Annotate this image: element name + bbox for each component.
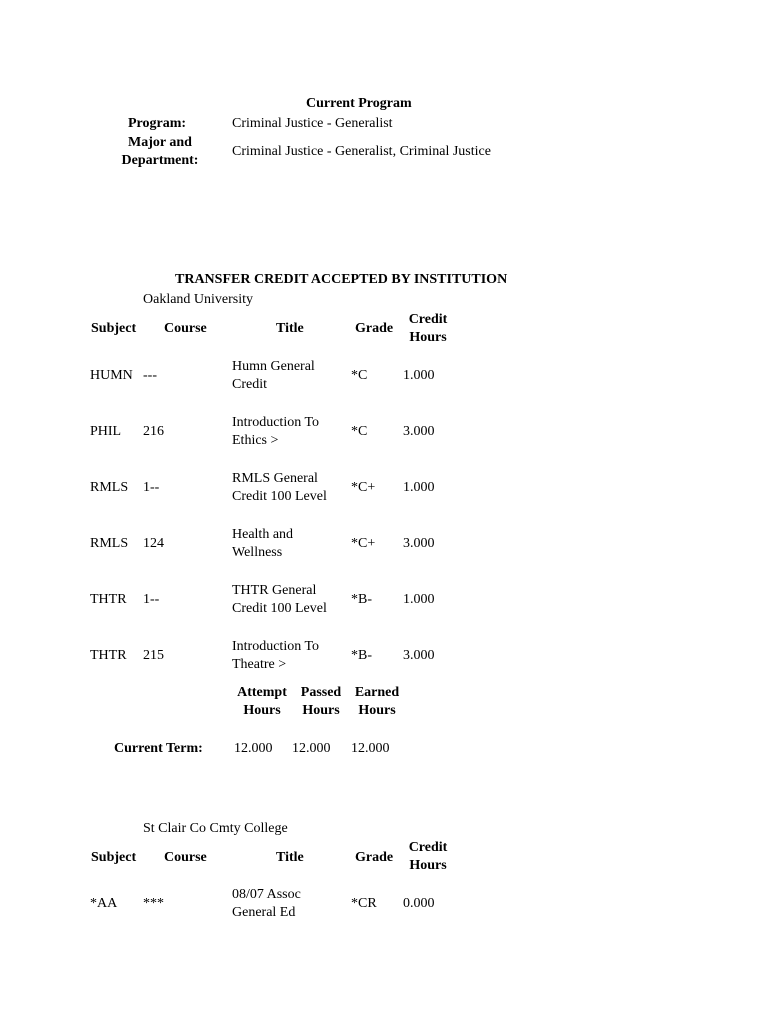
cell-course: 1-- <box>143 480 160 495</box>
cell-title-line2: Credit 100 Level <box>232 489 327 504</box>
cell-title-line1: Introduction To <box>232 415 320 430</box>
cell-grade: *CR <box>351 896 377 911</box>
cell-subject: PHIL <box>90 424 122 439</box>
major-value: Criminal Justice - Generalist, Criminal Justice <box>232 144 491 159</box>
header-credit-line2: Hours <box>409 858 447 873</box>
cell-title-line1: 08/07 Assoc <box>232 887 301 902</box>
cell-subject: THTR <box>90 648 127 663</box>
cell-subject: HUMN <box>90 368 133 383</box>
header-credit-line1: Credit <box>408 840 448 855</box>
cell-title <box>232 358 315 394</box>
cell-title-line2: Credit 100 Level <box>232 601 327 616</box>
cell-subject: RMLS <box>90 480 129 495</box>
cell-course: --- <box>143 368 157 383</box>
cell-course: *** <box>143 896 164 911</box>
header-title: Title <box>276 321 304 336</box>
cell-grade: *C <box>351 424 368 439</box>
cell-title-line2: General Ed <box>232 905 296 920</box>
cell-title <box>232 886 301 922</box>
cell-grade: *C <box>351 368 368 383</box>
attempt-hours-value: 12.000 <box>234 741 273 756</box>
cell-title-line1: Introduction To <box>232 639 320 654</box>
earned-line2: Hours <box>358 703 396 718</box>
cell-hours: 3.000 <box>403 648 435 663</box>
cell-grade: *C+ <box>351 480 376 495</box>
header-attempt-hours <box>232 684 292 720</box>
header-credit-line1: Credit <box>408 312 448 327</box>
header-grade: Grade <box>355 850 394 865</box>
header-subject: Subject <box>91 321 137 336</box>
institution-name: Oakland University <box>143 292 254 307</box>
cell-title <box>232 470 327 506</box>
earned-line1: Earned <box>354 685 400 700</box>
program-label: Program: <box>128 116 187 131</box>
cell-title <box>232 526 293 562</box>
institution-name: St Clair Co Cmty College <box>143 821 288 836</box>
cell-title <box>232 582 327 618</box>
header-grade: Grade <box>355 321 394 336</box>
cell-subject: THTR <box>90 592 127 607</box>
attempt-line2: Hours <box>243 703 281 718</box>
cell-grade: *B- <box>351 592 372 607</box>
header-title: Title <box>276 850 304 865</box>
header-course: Course <box>164 850 207 865</box>
cell-title-line1: THTR General <box>232 583 317 598</box>
major-label <box>108 134 212 170</box>
cell-hours: 1.000 <box>403 368 435 383</box>
cell-hours: 1.000 <box>403 592 435 607</box>
header-course: Course <box>164 321 207 336</box>
program-value: Criminal Justice - Generalist <box>232 116 393 131</box>
header-subject: Subject <box>91 850 137 865</box>
cell-title-line1: Health and <box>232 527 294 542</box>
current-term-label: Current Term: <box>114 741 203 756</box>
cell-title-line2: Credit <box>232 377 267 392</box>
cell-hours: 1.000 <box>403 480 435 495</box>
cell-grade: *B- <box>351 648 372 663</box>
cell-hours: 0.000 <box>403 896 435 911</box>
cell-title-line2: Ethics > <box>232 433 279 448</box>
header-passed-hours <box>294 684 348 720</box>
major-label-line1: Major and <box>128 135 192 150</box>
cell-subject: *AA <box>90 896 118 911</box>
cell-title <box>232 638 319 674</box>
cell-title <box>232 414 319 450</box>
cell-course: 215 <box>143 648 164 663</box>
attempt-line1: Attempt <box>237 685 287 700</box>
cell-title-line1: Humn General <box>232 359 315 374</box>
passed-line1: Passed <box>300 685 342 700</box>
cell-title-line1: RMLS General <box>232 471 318 486</box>
header-credit-line2: Hours <box>409 330 447 345</box>
cell-course: 124 <box>143 536 164 551</box>
current-program-heading: Current Program <box>306 96 412 111</box>
major-label-line2: Department: <box>121 153 199 168</box>
cell-title-line2: Wellness <box>232 545 283 560</box>
header-credit-hours <box>400 839 456 875</box>
header-credit-hours <box>400 311 456 347</box>
header-earned-hours <box>350 684 404 720</box>
cell-course: 216 <box>143 424 164 439</box>
transfer-heading: TRANSFER CREDIT ACCEPTED BY INSTITUTION <box>175 272 508 287</box>
cell-hours: 3.000 <box>403 536 435 551</box>
cell-subject: RMLS <box>90 536 129 551</box>
cell-title-line2: Theatre > <box>232 657 287 672</box>
passed-hours-value: 12.000 <box>292 741 331 756</box>
earned-hours-value: 12.000 <box>351 741 390 756</box>
cell-grade: *C+ <box>351 536 376 551</box>
cell-hours: 3.000 <box>403 424 435 439</box>
passed-line2: Hours <box>302 703 340 718</box>
cell-course: 1-- <box>143 592 160 607</box>
